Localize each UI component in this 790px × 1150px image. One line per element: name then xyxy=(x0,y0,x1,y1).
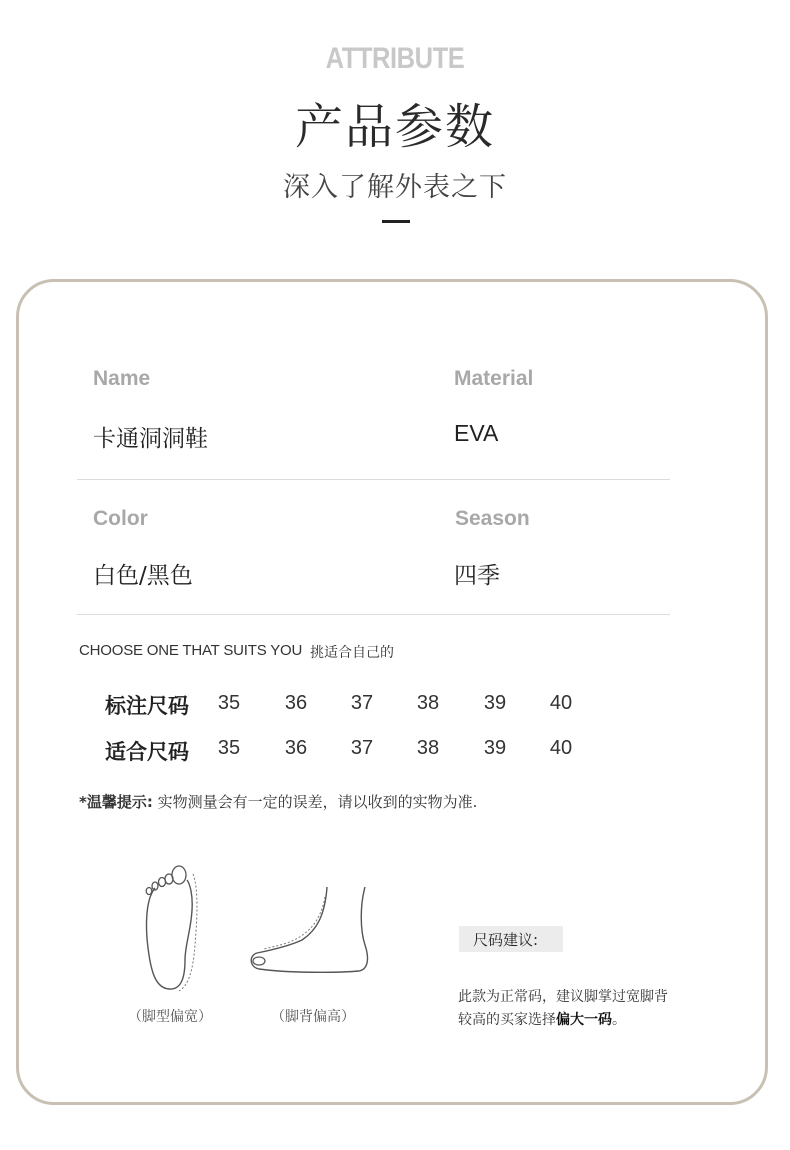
size-cell: 38 xyxy=(416,692,440,714)
size-cell: 39 xyxy=(483,737,507,759)
wide-foot-caption: （脚型偏宽） xyxy=(128,1009,212,1025)
size-tip xyxy=(79,791,477,812)
name-value: 卡通洞洞鞋 xyxy=(93,426,208,452)
size-cell: 36 xyxy=(284,737,308,759)
wide-foot-icon xyxy=(135,860,205,995)
divider xyxy=(77,614,670,615)
advice-emphasis: 偏大一码 xyxy=(556,1012,612,1028)
tip-text: 实物测量会有一定的误差，请以收到的实物为准. xyxy=(157,793,478,811)
size-cell: 40 xyxy=(549,692,573,714)
choose-size-cn: 挑适合自己的 xyxy=(310,645,394,661)
page-subtitle: 深入了解外表之下 xyxy=(283,172,507,203)
advice-line-2 xyxy=(458,1009,698,1032)
color-value: 白色/黑色 xyxy=(93,563,193,589)
size-cell: 40 xyxy=(549,737,573,759)
advice-line-2-prefix: 较高的买家选择 xyxy=(458,1012,556,1028)
page-title: 产品参数 xyxy=(294,99,495,155)
title-divider xyxy=(382,220,410,223)
material-value: EVA xyxy=(454,420,499,446)
size-cell: 35 xyxy=(217,692,241,714)
divider xyxy=(77,479,670,480)
header-en-title: ATTRIBUTE xyxy=(325,42,465,75)
color-label: Color xyxy=(93,507,148,530)
size-row-label: 标注尺码 xyxy=(105,694,189,718)
advice-line-1: 此款为正常码，建议脚掌过宽脚背 xyxy=(458,989,668,1005)
season-value: 四季 xyxy=(454,563,500,589)
size-cell: 38 xyxy=(416,737,440,759)
choose-size-en: CHOOSE ONE THAT SUITS YOU xyxy=(79,642,303,659)
size-cell: 36 xyxy=(284,692,308,714)
size-row-label: 适合尺码 xyxy=(105,740,189,764)
advice-text xyxy=(458,986,698,1032)
advice-title: 尺码建议: xyxy=(473,931,539,949)
size-cell: 37 xyxy=(350,737,374,759)
high-instep-caption: （脚背偏高） xyxy=(271,1009,355,1025)
size-cell: 37 xyxy=(350,692,374,714)
season-label: Season xyxy=(455,507,530,530)
high-instep-foot-icon xyxy=(247,885,372,975)
advice-line-2-suffix: 。 xyxy=(612,1012,626,1028)
size-cell: 35 xyxy=(217,737,241,759)
name-label: Name xyxy=(93,367,151,390)
size-cell: 39 xyxy=(483,692,507,714)
material-label: Material xyxy=(454,367,534,390)
tip-prefix: *温馨提示: xyxy=(79,793,153,811)
